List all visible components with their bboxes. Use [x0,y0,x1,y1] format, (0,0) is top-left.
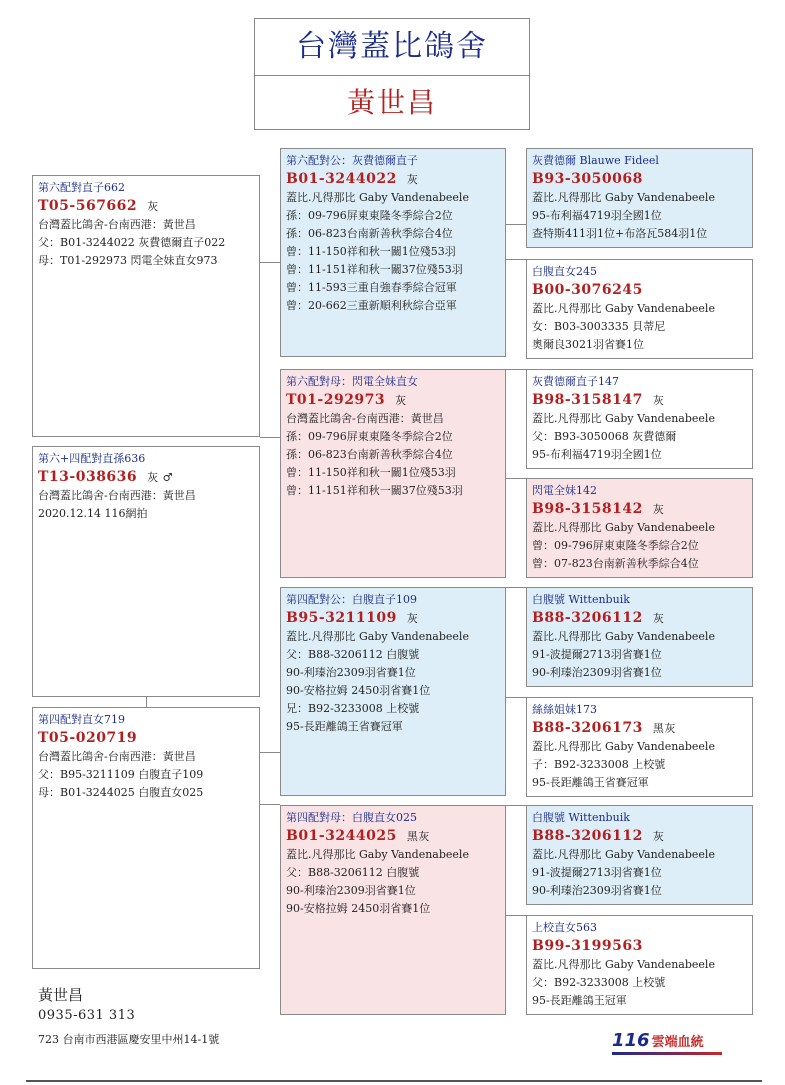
info-line: 95-長距離鴿王冠軍 [532,994,627,1007]
info-line: 蓋比.凡得那比 Gaby Vandenabeele [286,848,469,861]
info-line: 孫：09-796屏東東隆冬季綜合2位 [286,209,453,222]
info-line: 父：B01-3244022 灰費德爾直子022 [38,236,226,249]
info-line: 蓋比.凡得那比 Gaby Vandenabeele [286,191,469,204]
great-grandparent-card [526,587,753,687]
info-line: 95-長距離鴿王省賽冠軍 [532,776,649,789]
info-line: 曾：11-593三重自強春季綜合冠軍 [286,281,457,294]
bird-title: 白腹號 Wittenbuik [532,593,630,606]
connector-line [506,697,526,698]
bird-color: 灰 [395,394,407,407]
info-line: 父：B88-3206112 白腹號 [286,648,420,661]
ring-number: B88-3206112 灰 [532,828,665,844]
ring-number: B88-3206173 黑灰 [532,720,676,736]
info-line: 台灣蓋比鴿舍-台南西港：黃世昌 [38,489,196,502]
footer-address: 723 台南市西港區慶安里中州14-1號 [38,1033,220,1046]
info-line: 曾：11-150祥和秋一關1位殘53羽 [286,466,456,479]
connector-line [506,478,526,479]
info-line: 台灣蓋比鴿舍-台南西港：黃世昌 [286,412,444,425]
great-grandparent-card [526,915,753,1015]
bird-title: 第六+四配對直孫636 [38,452,146,465]
info-line: 91-波提爾2713羽省賽1位 [532,866,662,879]
bird-title: 白腹號 Wittenbuik [532,811,630,824]
ring-number: B98-3158142 灰 [532,501,665,517]
info-line: 母：T01-292973 閃電全妹直女973 [38,254,218,267]
logo-text: 雲端血統 [651,1035,704,1050]
bird-color: 灰 [652,503,665,516]
info-line: 蓋比.凡得那比 Gaby Vandenabeele [532,740,715,753]
info-line: 90-安格拉姆 2450羽省賽1位 [286,684,431,697]
ring-number: T13-038636 灰 ♂ [38,469,174,485]
grandsire-card [280,587,506,796]
bird-title: 絲絲姐妹173 [532,703,597,716]
dam-card [32,707,260,969]
info-line: 95-布利福4719羽全國1位 [532,209,662,222]
info-line: 蓋比.凡得那比 Gaby Vandenabeele [532,630,715,643]
ring-number: B99-3199563 [532,938,643,954]
info-line: 曾：09-796屏東東隆冬季綜合2位 [532,539,699,552]
logo-number: 116 [612,1030,650,1051]
info-line: 蓋比.凡得那比 Gaby Vandenabeele [532,521,715,534]
subject-card [32,446,260,697]
connector-line [260,752,280,753]
info-line: 曾：11-150祥和秋一關1位殘53羽 [286,245,456,258]
connector-line [506,224,526,225]
info-line: 蓋比.凡得那比 Gaby Vandenabeele [532,848,715,861]
info-line: 奧爾良3021羽省賽1位 [532,338,644,351]
info-line: 91-波提爾2713羽省賽1位 [532,648,662,661]
bird-title: 灰費德爾 Blauwe Fideel [532,154,659,167]
info-line: 兄：B92-3233008 上校號 [286,702,420,715]
bird-color: 灰 [147,200,159,213]
ring-number: B01-3244025 黑灰 [286,828,430,844]
info-line: 蓋比.凡得那比 Gaby Vandenabeele [532,412,715,425]
ring-number: T05-567662 灰 [38,198,159,214]
info-line: 蓋比.凡得那比 Gaby Vandenabeele [532,191,715,204]
bird-color: 灰 [652,612,665,625]
ring-number: B00-3076245 [532,282,643,298]
ring-number: B95-3211109 灰 [286,610,419,626]
connector-line [260,804,280,805]
info-line: 孫：06-823台南新善秋季綜合4位 [286,227,453,240]
bird-color: 黑灰 [652,722,676,735]
great-grandparent-card [526,369,753,469]
great-grandparent-card [526,478,753,578]
info-line: 90-安格拉姆 2450羽省賽1位 [286,902,431,915]
info-line: 查特斯411羽1位+布洛瓦584羽1位 [532,227,708,240]
info-line: 90-利瑧治2309羽省賽1位 [532,666,662,679]
logo-underline [612,1052,722,1055]
info-line: 90-利瑧治2309羽省賽1位 [532,884,662,897]
info-line: 父：B93-3050068 灰費德爾 [532,430,677,443]
bird-title: 第六配對母：閃電全妹直女 [286,375,418,388]
connector-line [506,915,526,916]
connector-line [506,587,526,588]
ring-number: B98-3158147 灰 [532,392,665,408]
grandsire-card [280,148,506,357]
info-line: 父：B95-3211109 白腹直子109 [38,768,204,781]
bird-title: 上校直女563 [532,921,597,934]
sire-card [32,175,260,437]
great-grandparent-card [526,805,753,905]
bird-title: 閃電全妹142 [532,484,597,497]
brand-logo [612,1030,704,1051]
connector-line [146,697,147,707]
connector-line [260,262,280,263]
bird-title: 白腹直女245 [532,265,597,278]
info-line: 蓋比.凡得那比 Gaby Vandenabeele [286,630,469,643]
ring-number: B01-3244022 灰 [286,171,419,187]
great-grandparent-card [526,148,753,248]
info-line: 曾：20-662三重新順利秋綜合亞軍 [286,299,457,312]
connector-line [506,805,526,806]
great-grandparent-card [526,259,753,359]
bird-title: 第四配對母：白腹直女025 [286,811,417,824]
bird-color: 灰 [652,394,665,407]
info-line: 台灣蓋比鴿舍-台南西港：黃世昌 [38,750,196,763]
great-grandparent-card [526,697,753,797]
info-line: 子：B92-3233008 上校號 [532,758,666,771]
info-line: 曾：07-823台南新善秋季綜合4位 [532,557,699,570]
connector-line [506,369,526,370]
bird-color: 灰 [406,612,419,625]
info-line: 90-利瑧治2309羽省賽1位 [286,666,416,679]
info-line: 蓋比.凡得那比 Gaby Vandenabeele [532,302,715,315]
bird-title: 第四配對直女719 [38,713,125,726]
info-line: 孫：06-823台南新善秋季綜合4位 [286,448,453,461]
info-line: 曾：11-151祥和秋一關37位殘53羽 [286,484,463,497]
bird-title: 第六配對公：灰費德爾直子 [286,154,418,167]
ring-number: T01-292973 灰 [286,392,407,408]
info-line: 女：B03-3003335 貝蒂尼 [532,320,666,333]
bird-color: 灰 [406,173,419,186]
connector-line [260,437,280,438]
connector-line [506,259,526,260]
info-line: 父：B88-3206112 白腹號 [286,866,420,879]
owner-name: 黃世昌 [346,86,437,119]
title-box [254,18,530,130]
granddam-card [280,805,506,1015]
footer-owner-name: 黃世昌 [38,986,84,1004]
bottom-divider [26,1080,762,1082]
bird-title: 第四配對公：白腹直子109 [286,593,417,606]
info-line: 2020.12.14 116網拍 [38,507,148,520]
info-line: 蓋比.凡得那比 Gaby Vandenabeele [532,958,715,971]
granddam-card [280,369,506,578]
info-line: 95-布利福4719羽全國1位 [532,448,662,461]
info-line: 曾：11-151祥和秋一關37位殘53羽 [286,263,463,276]
ring-number: B88-3206112 灰 [532,610,665,626]
bird-color: 灰 ♂ [147,471,174,484]
loft-name: 台灣蓋比鴿舍 [255,19,529,76]
info-line: 母：B01-3244025 白腹直女025 [38,786,204,799]
info-line: 孫：09-796屏東東隆冬季綜合2位 [286,430,453,443]
bird-title: 第六配對直子662 [38,181,125,194]
bird-title: 灰費德爾直子147 [532,375,619,388]
info-line: 95-長距離鴿王省賽冠軍 [286,720,403,733]
info-line: 90-利瑧治2309羽省賽1位 [286,884,416,897]
bird-color: 黑灰 [406,830,430,843]
bird-color: 灰 [652,830,665,843]
ring-number: T05-020719 [38,730,138,746]
info-line: 父：B92-3233008 上校號 [532,976,666,989]
footer-phone: 0935-631 313 [38,1008,136,1023]
info-line: 台灣蓋比鴿舍-台南西港：黃世昌 [38,218,196,231]
ring-number: B93-3050068 [532,171,643,187]
